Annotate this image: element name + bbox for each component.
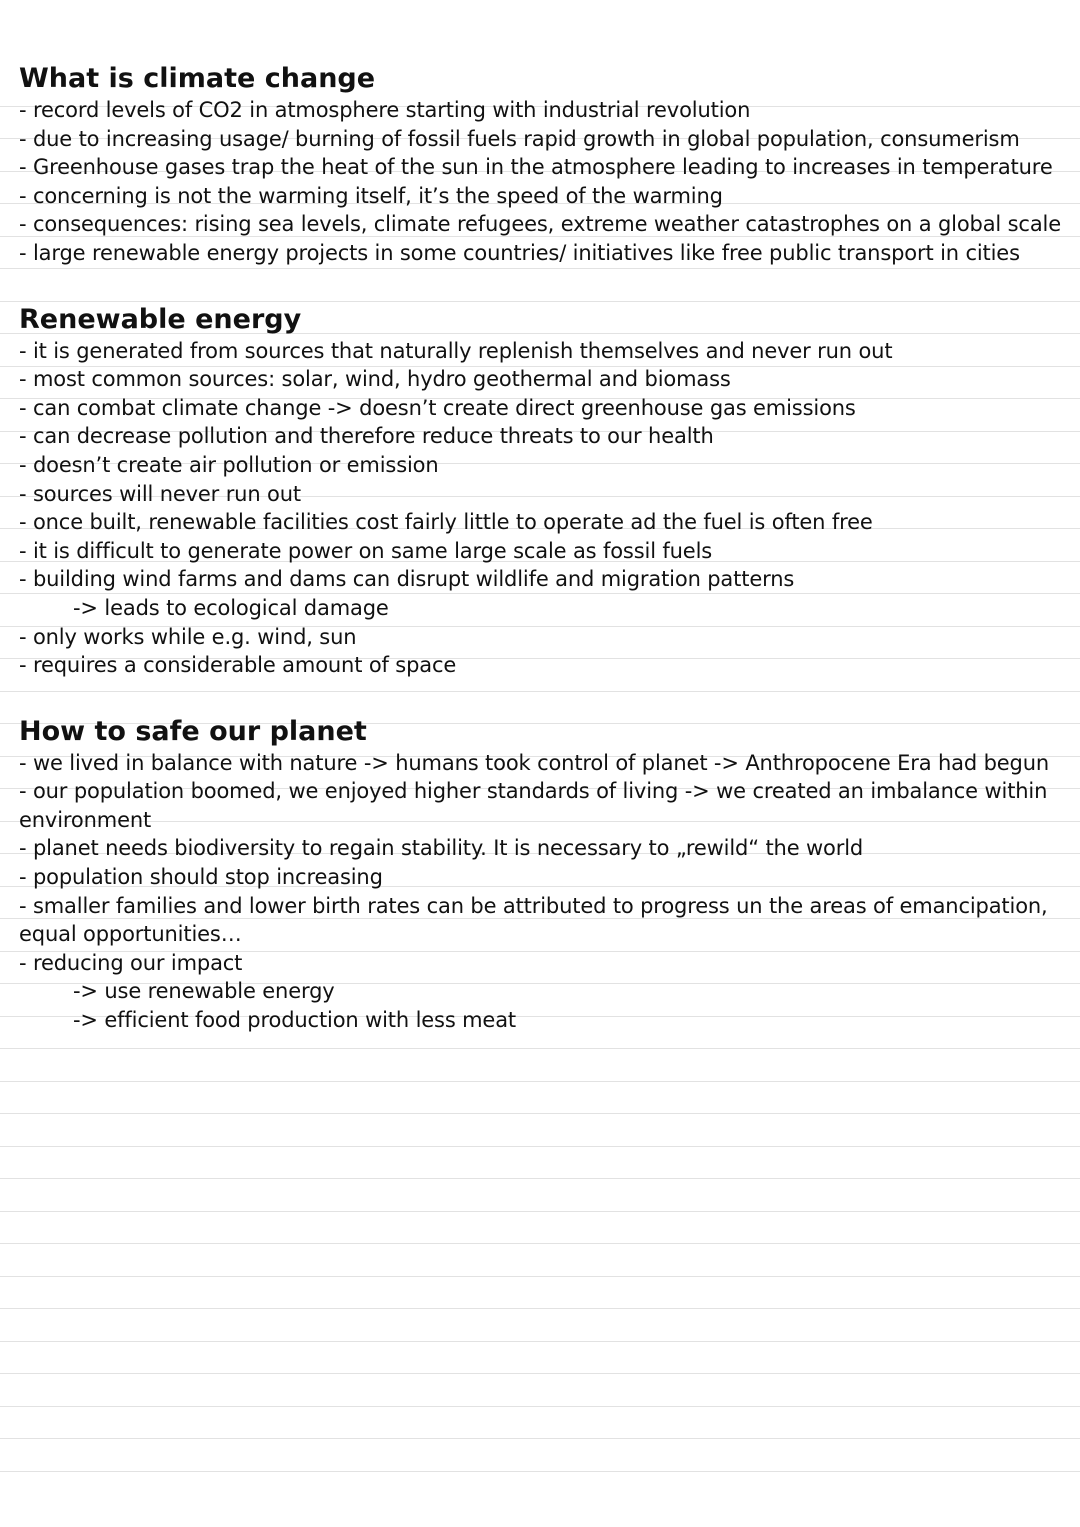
notes-content — [19, 62, 1069, 1035]
note-line: - can decrease pollution and therefore reduce threats to our health — [19, 424, 714, 449]
section-title: How to safe our planet — [19, 715, 367, 747]
note-line: - population should stop increasing — [19, 865, 383, 890]
note-line: - building wind farms and dams can disrupt wildlife and migration patterns — [19, 567, 795, 592]
section-save-planet — [19, 715, 1069, 1035]
note-line: - Greenhouse gases trap the heat of the sun in the atmosphere leading to increases in temperature — [19, 155, 1053, 180]
note-line: - smaller families and lower birth rates can be attributed to progress un the areas of emancipation, — [19, 893, 1048, 918]
note-line: - only works while e.g. wind, sun — [19, 624, 357, 649]
section-gap — [19, 680, 1069, 715]
note-line: - it is generated from sources that naturally replenish themselves and never run out — [19, 338, 893, 363]
note-line: - consequences: rising sea levels, climate refugees, extreme weather catastrophes on a global scale — [19, 212, 1062, 237]
section-renewable-energy — [19, 303, 1069, 680]
note-line: - record levels of CO2 in atmosphere starting with industrial revolution — [19, 98, 751, 122]
note-line: - large renewable energy projects in some countries/ initiatives like free public transport in cities — [19, 240, 1020, 265]
note-line-indented: -> use renewable energy — [73, 979, 335, 1004]
note-line: - can combat climate change -> doesn’t create direct greenhouse gas emissions — [19, 395, 856, 420]
note-line: - once built, renewable facilities cost fairly little to operate ad the fuel is often free — [19, 510, 873, 535]
note-line: environment — [19, 807, 152, 832]
note-line-indented: -> efficient food production with less meat — [73, 1008, 517, 1033]
section-title: Renewable energy — [19, 303, 302, 335]
note-line: - we lived in balance with nature -> humans took control of planet -> Anthropocene Era had begun — [19, 750, 1050, 775]
note-line: - most common sources: solar, wind, hydro geothermal and biomass — [19, 367, 731, 392]
section-gap — [19, 268, 1069, 303]
note-line: - requires a considerable amount of space — [19, 653, 457, 678]
note-line: - it is difficult to generate power on same large scale as fossil fuels — [19, 538, 713, 563]
note-line: - concerning is not the warming itself, it’s the speed of the warming — [19, 183, 723, 208]
note-line: equal opportunities… — [19, 922, 242, 947]
note-line: - our population boomed, we enjoyed higher standards of living -> we created an imbalance within — [19, 779, 1048, 804]
section-title: What is climate change — [19, 63, 376, 94]
note-line-indented: -> leads to ecological damage — [73, 595, 389, 620]
note-line: - sources will never run out — [19, 481, 301, 506]
note-line: - reducing our impact — [19, 950, 243, 975]
note-line: - doesn’t create air pollution or emission — [19, 452, 439, 477]
note-line: - due to increasing usage/ burning of fossil fuels rapid growth in global population, consumerism — [19, 126, 1020, 151]
note-line: - planet needs biodiversity to regain stability. It is necessary to „rewild“ the world — [19, 836, 864, 861]
section-climate-change — [19, 62, 1069, 268]
